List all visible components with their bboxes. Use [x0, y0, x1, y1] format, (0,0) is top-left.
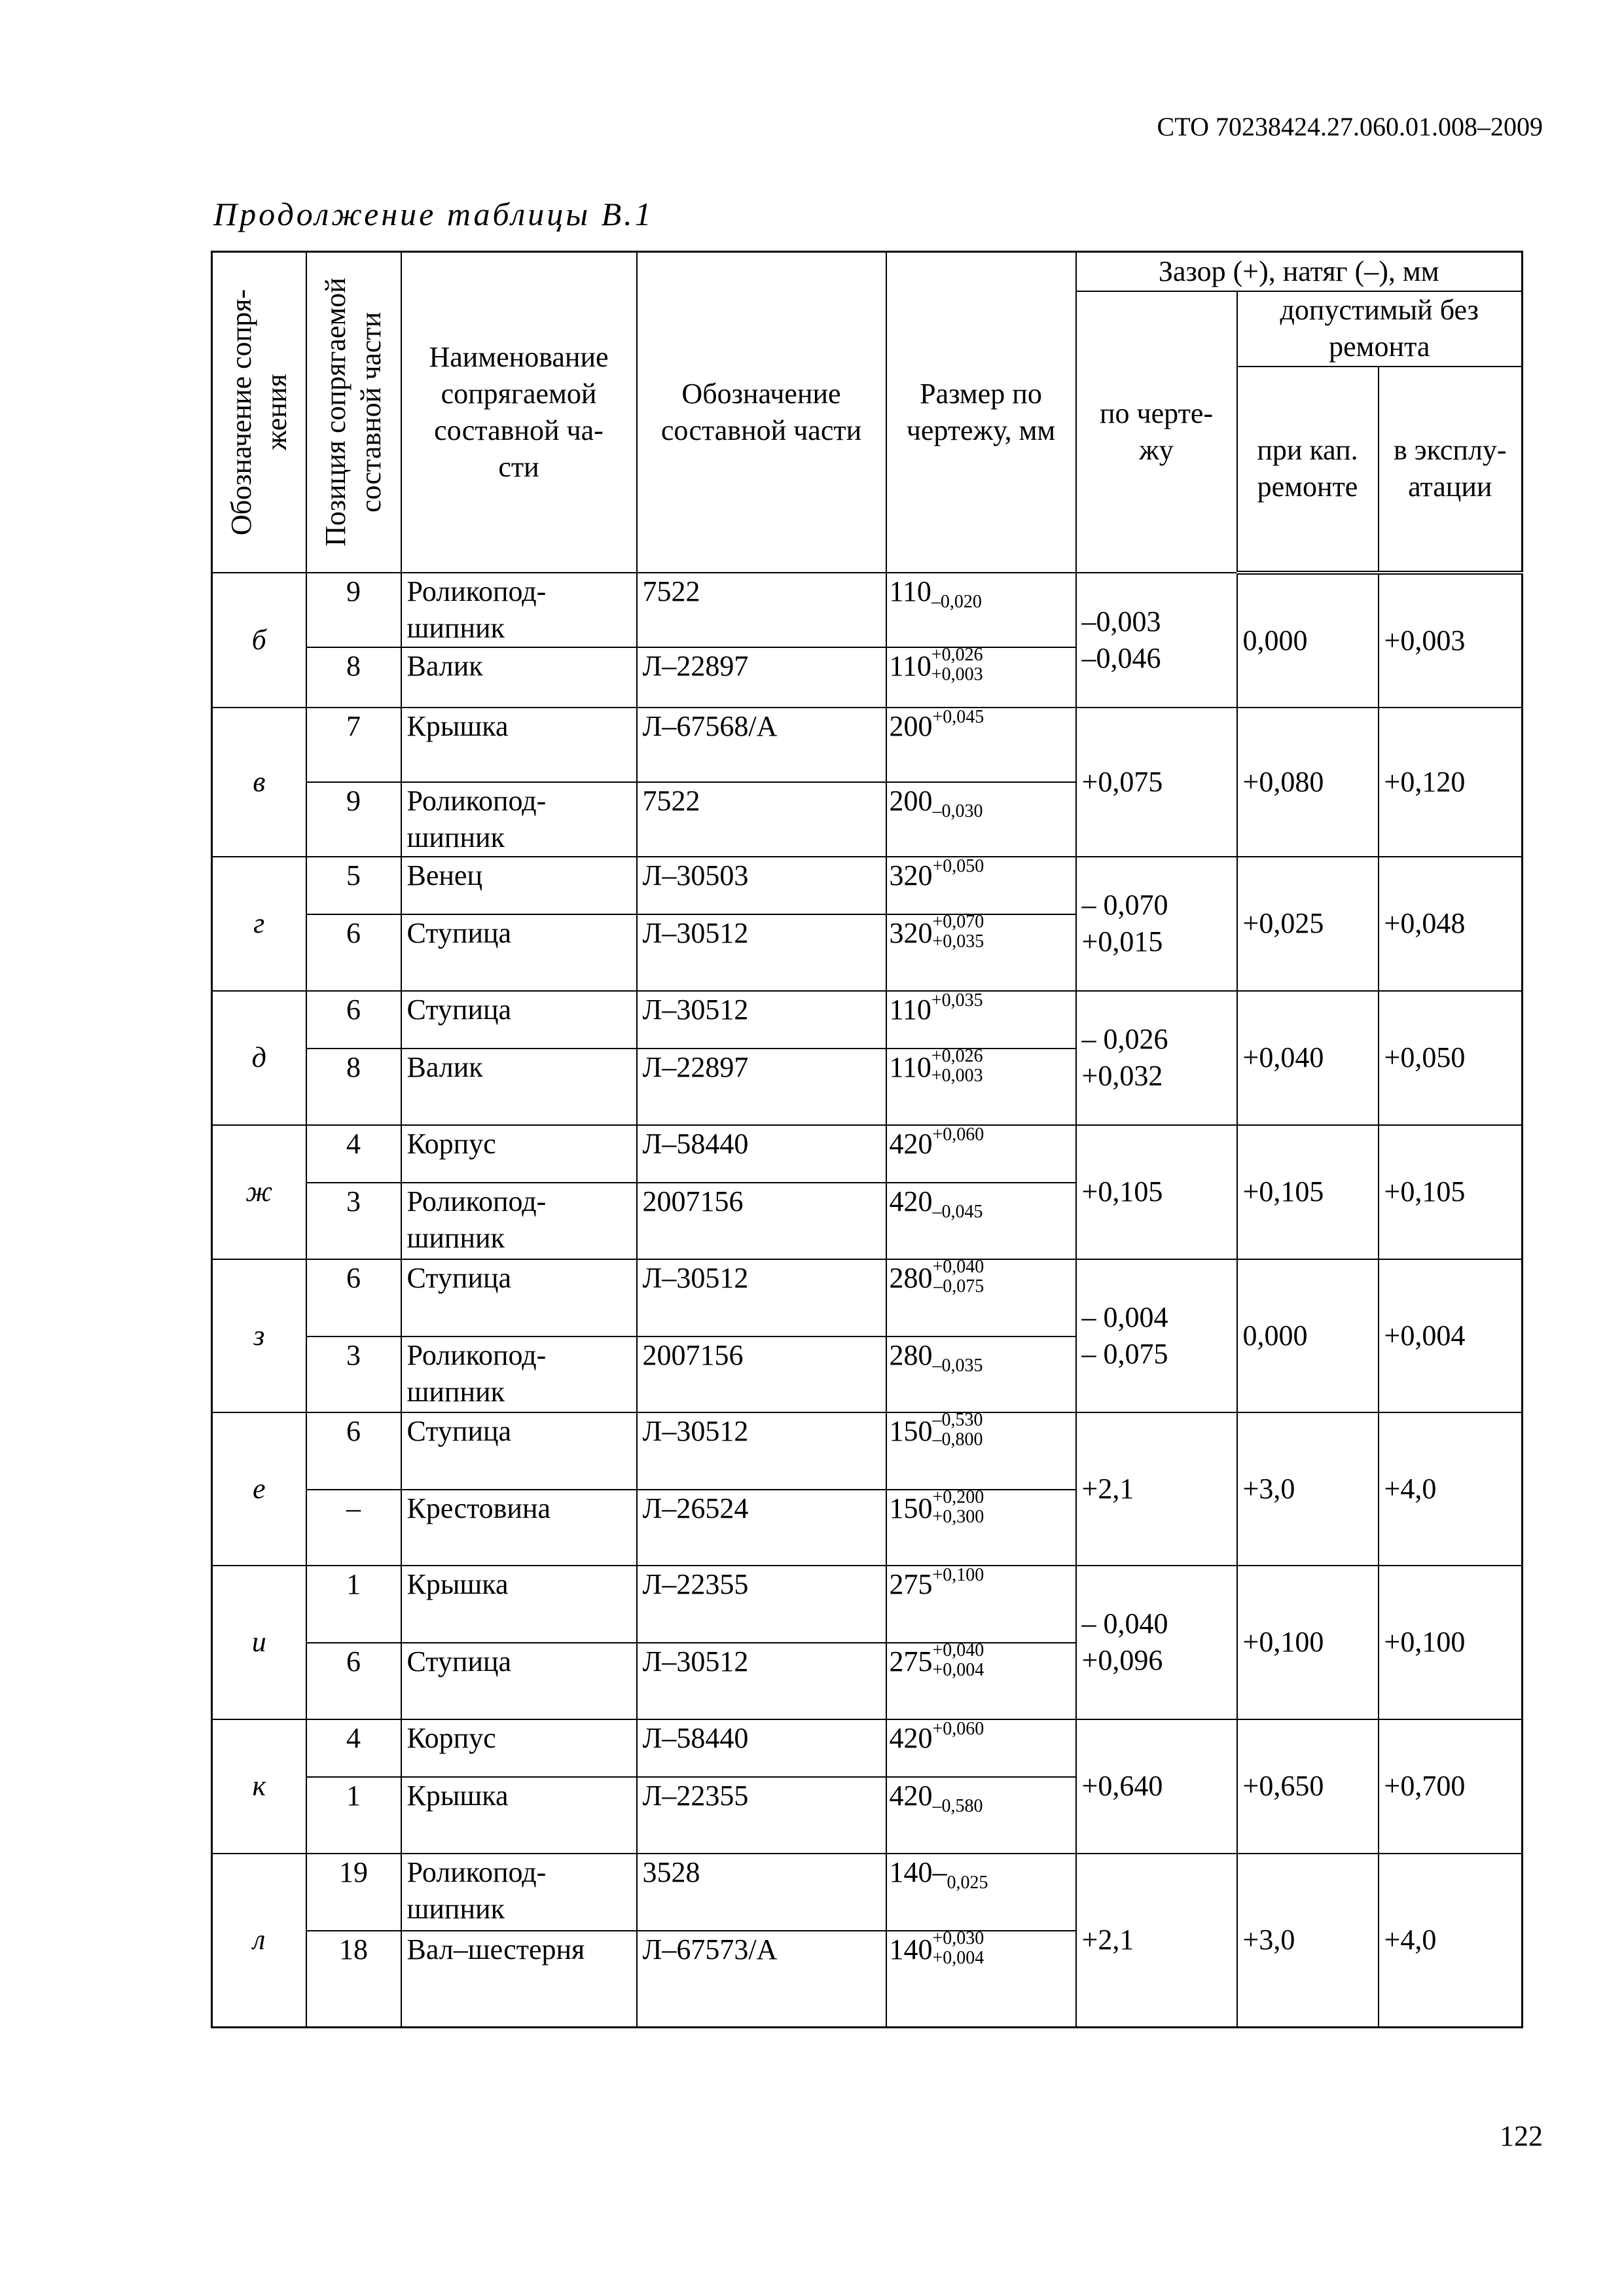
size-upper-deviation: +0,050	[932, 855, 984, 876]
size-base: 320	[889, 859, 933, 891]
table-row	[212, 1719, 1523, 1777]
by-drawing-value: +0,075	[1081, 765, 1163, 798]
position-cell: 19	[306, 1854, 401, 1931]
part-code-cell: Л–67568/А	[637, 708, 886, 782]
capital-repair-cell: +0,100	[1237, 1566, 1379, 1719]
size-deviation-pair	[933, 1641, 984, 1680]
size-deviation-pair	[933, 1410, 983, 1450]
size-base: 420	[889, 1127, 933, 1160]
part-name-cell: Корпус	[401, 1719, 637, 1777]
size-upper-deviation: +0,026	[931, 1045, 983, 1066]
size-cell	[886, 1336, 1076, 1412]
document-code: СТО 70238424.27.060.01.008–2009	[1157, 112, 1543, 141]
mate-label: б	[212, 573, 306, 708]
mate-label: г	[212, 857, 306, 991]
position-cell: 1	[306, 1566, 401, 1643]
mate-label: д	[212, 991, 306, 1125]
size-cell	[886, 1854, 1076, 1931]
size-lower-deviation: +0,003	[931, 1065, 983, 1086]
operation-cell: +0,105	[1379, 1125, 1523, 1259]
size-cell	[886, 573, 1076, 647]
size-cell	[886, 1125, 1076, 1183]
size-upper-deviation: +0,040	[932, 1256, 984, 1277]
table-row	[212, 1125, 1523, 1183]
part-name-cell: Роликопод-шипник	[401, 1854, 637, 1931]
position-cell: 4	[306, 1125, 401, 1183]
header-capital-repair: при кап. ремонте	[1237, 367, 1379, 573]
part-code-cell: Л–22355	[637, 1777, 886, 1854]
size-lower-deviation: –0,580	[932, 1795, 983, 1816]
size-base: 420	[889, 1185, 933, 1217]
table-row	[212, 1566, 1523, 1643]
size-upper-deviation: +0,100	[932, 1564, 984, 1585]
capital-repair-cell: +0,025	[1237, 857, 1379, 991]
table-row	[212, 1854, 1523, 1931]
position-cell: 6	[306, 914, 401, 991]
part-name-cell: Роликопод-шипник	[401, 1336, 637, 1412]
mate-label: к	[212, 1719, 306, 1854]
position-cell: 8	[306, 647, 401, 708]
position-cell: 18	[306, 1931, 401, 2028]
by-drawing-value: +0,640	[1081, 1770, 1163, 1802]
size-base: 275	[889, 1645, 933, 1677]
table-row	[212, 573, 1523, 647]
by-drawing-value: +2,1	[1081, 1472, 1134, 1505]
mate-label: в	[212, 708, 306, 857]
mate-label: ж	[212, 1125, 306, 1259]
size-upper-deviation: +0,026	[931, 644, 983, 665]
table-row	[212, 991, 1523, 1049]
header-by-drawing: по черте-жу	[1076, 291, 1237, 573]
by-drawing-cell	[1076, 1412, 1237, 1566]
part-code-cell: Л–58440	[637, 1719, 886, 1777]
size-lower-deviation: –0,020	[931, 591, 982, 612]
operation-cell: +4,0	[1379, 1854, 1523, 2028]
part-code-cell: Л–30512	[637, 1259, 886, 1336]
size-upper-deviation: +0,035	[931, 990, 983, 1011]
size-deviation-pair	[931, 645, 983, 685]
size-deviation-pair	[933, 912, 984, 952]
mate-label: з	[212, 1259, 306, 1412]
size-lower-deviation: –0,035	[932, 1355, 983, 1376]
part-code-cell: 3528	[637, 1854, 886, 1931]
position-cell: 6	[306, 991, 401, 1049]
size-base: 280	[889, 1261, 933, 1294]
size-lower-deviation: +0,003	[931, 664, 983, 685]
part-name-cell: Вал–шестерня	[401, 1931, 637, 2028]
size-upper-deviation: +0,200	[932, 1486, 984, 1507]
part-name-cell: Ступица	[401, 1412, 637, 1490]
header-size: Размер по чертежу, мм	[886, 252, 1076, 573]
size-upper-deviation: +0,060	[932, 1718, 984, 1739]
capital-repair-cell: 0,000	[1237, 1259, 1379, 1412]
by-drawing-value: –0,046	[1081, 641, 1161, 674]
part-code-cell: Л–30512	[637, 991, 886, 1049]
header-mate-line1: Обозначение сопря-	[225, 289, 257, 535]
mate-label: л	[212, 1854, 306, 2028]
part-code-cell: Л–22897	[637, 1049, 886, 1125]
size-base: 110	[889, 993, 931, 1026]
size-cell	[886, 644, 1076, 708]
part-code-cell: 2007156	[637, 1336, 886, 1412]
size-lower-deviation: –0,030	[932, 800, 983, 821]
size-deviation-pair	[931, 1047, 983, 1086]
header-gap-group: Зазор (+), натяг (–), мм	[1076, 252, 1523, 291]
header-position-line2: составной части	[355, 312, 387, 512]
capital-repair-cell: +0,080	[1237, 708, 1379, 857]
page-number: 122	[1500, 2120, 1543, 2152]
size-base: 150	[889, 1414, 933, 1447]
size-upper-deviation: –0,530	[932, 1409, 983, 1430]
table-body	[212, 573, 1523, 2028]
table-row	[212, 857, 1523, 914]
mate-label: е	[212, 1412, 306, 1566]
position-cell: –	[306, 1490, 401, 1566]
part-code-cell: Л–58440	[637, 1125, 886, 1183]
by-drawing-cell	[1076, 1566, 1237, 1719]
part-code-cell: Л–67573/А	[637, 1931, 886, 2028]
size-upper-deviation: +0,030	[932, 1928, 984, 1948]
part-code-cell: Л–30512	[637, 1643, 886, 1719]
size-cell	[886, 1183, 1076, 1259]
size-lower-deviation: +0,004	[932, 1947, 984, 1968]
part-name-cell: Валик	[401, 1049, 637, 1125]
position-cell: 4	[306, 1719, 401, 1777]
table-row	[212, 1259, 1523, 1336]
table-row	[212, 708, 1523, 782]
part-name-cell: Роликопод-шипник	[401, 573, 637, 647]
mate-label: и	[212, 1566, 306, 1719]
size-base: 150	[889, 1492, 933, 1524]
part-name-cell: Валик	[401, 647, 637, 708]
header-position	[306, 252, 401, 573]
size-lower-deviation: 0,025	[947, 1872, 988, 1893]
capital-repair-cell: +3,0	[1237, 1412, 1379, 1566]
part-code-cell: 7522	[637, 782, 886, 857]
position-cell: 3	[306, 1336, 401, 1412]
size-lower-deviation: +0,300	[932, 1506, 984, 1527]
part-code-cell: Л–30503	[637, 857, 886, 914]
position-cell: 9	[306, 573, 401, 647]
part-code-cell: Л–22355	[637, 1566, 886, 1643]
part-name-cell: Роликопод-шипник	[401, 1183, 637, 1259]
position-cell: 5	[306, 857, 401, 914]
operation-cell: +0,120	[1379, 708, 1523, 857]
part-name-cell: Крестовина	[401, 1490, 637, 1566]
header-position-line1: Позиция сопрягаемой	[319, 278, 352, 547]
capital-repair-cell: 0,000	[1237, 573, 1379, 708]
position-cell: 6	[306, 1259, 401, 1336]
by-drawing-value: +2,1	[1081, 1924, 1134, 1956]
by-drawing-cell	[1076, 857, 1237, 991]
tolerance-table	[211, 251, 1523, 2028]
size-cell	[886, 1045, 1076, 1125]
by-drawing-cell	[1076, 1259, 1237, 1412]
part-code-cell: Л–30512	[637, 1412, 886, 1490]
size-base: 110	[889, 649, 931, 682]
part-name-cell: Венец	[401, 857, 637, 914]
by-drawing-value: +0,105	[1081, 1175, 1163, 1208]
by-drawing-value: –0,003	[1081, 605, 1161, 637]
operation-cell: +0,050	[1379, 991, 1523, 1125]
header-mate-line2: жения	[260, 374, 293, 451]
size-base: 275	[889, 1568, 933, 1600]
capital-repair-cell: +0,650	[1237, 1719, 1379, 1854]
capital-repair-cell: +0,040	[1237, 991, 1379, 1125]
by-drawing-value: +0,032	[1081, 1060, 1163, 1092]
by-drawing-cell	[1076, 991, 1237, 1125]
size-base: 110	[889, 575, 931, 607]
by-drawing-cell	[1076, 573, 1237, 708]
part-name-cell: Крышка	[401, 1777, 637, 1854]
by-drawing-value: +0,096	[1081, 1644, 1163, 1676]
size-base: 320	[889, 916, 933, 949]
position-cell: 8	[306, 1049, 401, 1125]
by-drawing-cell	[1076, 1719, 1237, 1854]
size-cell	[886, 1486, 1076, 1566]
size-cell	[886, 782, 1076, 857]
size-cell	[886, 1566, 1076, 1643]
capital-repair-cell: +3,0	[1237, 1854, 1379, 2028]
position-cell: 3	[306, 1183, 401, 1259]
by-drawing-cell	[1076, 708, 1237, 857]
operation-cell: +0,003	[1379, 573, 1523, 708]
capital-repair-cell: +0,105	[1237, 1125, 1379, 1259]
table-row	[212, 1412, 1523, 1490]
size-upper-deviation: +0,060	[932, 1124, 984, 1145]
header-name: Наименование сопрягаемой составной ча-сти	[401, 252, 637, 573]
operation-cell: +4,0	[1379, 1412, 1523, 1566]
operation-cell: +0,100	[1379, 1566, 1523, 1719]
position-cell: 6	[306, 1643, 401, 1719]
position-cell: 9	[306, 782, 401, 857]
part-name-cell: Корпус	[401, 1125, 637, 1183]
operation-cell: +0,048	[1379, 857, 1523, 991]
by-drawing-value: – 0,026	[1081, 1023, 1168, 1055]
position-cell: 6	[306, 1412, 401, 1490]
part-code-cell: 7522	[637, 573, 886, 647]
size-cell	[886, 991, 1076, 1049]
by-drawing-value: +0,015	[1081, 925, 1163, 958]
header-mate	[212, 252, 306, 573]
part-code-cell: Л–26524	[637, 1490, 886, 1566]
part-name-cell: Роликопод-шипник	[401, 782, 637, 857]
size-cell	[886, 1409, 1076, 1490]
size-deviation-pair	[933, 1488, 984, 1527]
size-base: 110	[889, 1050, 931, 1083]
size-base: 420	[889, 1779, 933, 1812]
operation-cell: +0,700	[1379, 1719, 1523, 1854]
operation-cell: +0,004	[1379, 1259, 1523, 1412]
size-cell	[886, 1928, 1076, 2028]
size-upper-deviation: +0,040	[932, 1640, 984, 1660]
part-name-cell: Крышка	[401, 1566, 637, 1643]
size-base: 280	[889, 1338, 933, 1371]
by-drawing-cell	[1076, 1125, 1237, 1259]
part-code-cell: 2007156	[637, 1183, 886, 1259]
by-drawing-value: – 0,075	[1081, 1337, 1168, 1370]
size-base: 200	[889, 784, 933, 817]
part-name-cell: Ступица	[401, 1259, 637, 1336]
size-cell	[886, 1777, 1076, 1854]
size-lower-deviation: –0,075	[933, 1276, 984, 1297]
size-upper-deviation: +0,045	[932, 706, 984, 727]
part-name-cell: Ступица	[401, 914, 637, 991]
size-lower-deviation: +0,035	[932, 931, 984, 952]
by-drawing-value: – 0,070	[1081, 889, 1168, 921]
by-drawing-value: – 0,040	[1081, 1607, 1168, 1640]
size-cell	[886, 857, 1076, 914]
header-allowed-group: допустимый без ремонта	[1237, 291, 1523, 367]
size-base: 420	[889, 1721, 933, 1754]
part-name-cell: Крышка	[401, 708, 637, 782]
size-lower-deviation: –0,045	[932, 1201, 983, 1222]
size-cell	[886, 1719, 1076, 1777]
size-cell	[886, 911, 1076, 991]
part-code-cell: Л–22897	[637, 647, 886, 708]
part-name-cell: Ступица	[401, 1643, 637, 1719]
size-cell	[886, 1256, 1076, 1336]
table-caption: Продолжение таблицы В.1	[213, 196, 654, 232]
part-name-cell: Ступица	[401, 991, 637, 1049]
size-lower-deviation: –0,800	[932, 1429, 983, 1450]
size-deviation-pair	[933, 1929, 984, 1968]
size-base: 140–	[889, 1856, 947, 1888]
size-cell	[886, 1640, 1076, 1719]
size-deviation-pair	[933, 1257, 984, 1297]
header-code: Обозначение составной части	[637, 252, 886, 573]
size-cell	[886, 708, 1076, 782]
by-drawing-value: – 0,004	[1081, 1300, 1168, 1333]
size-base: 200	[889, 709, 933, 742]
size-base: 140	[889, 1933, 933, 1965]
size-lower-deviation: +0,004	[932, 1659, 984, 1680]
by-drawing-cell	[1076, 1854, 1237, 2028]
part-code-cell: Л–30512	[637, 914, 886, 991]
position-cell: 7	[306, 708, 401, 782]
size-upper-deviation: +0,070	[932, 911, 984, 932]
header-operation: в эксплу-атации	[1379, 367, 1523, 573]
position-cell: 1	[306, 1777, 401, 1854]
